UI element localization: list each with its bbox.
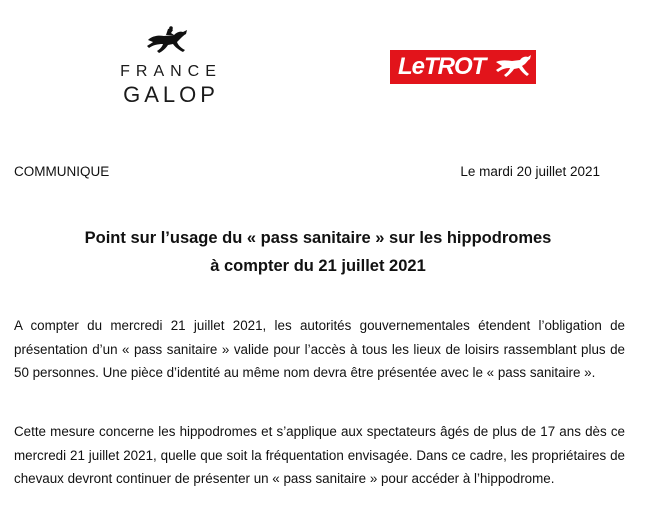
communique-label: COMMUNIQUE — [14, 164, 110, 179]
horse-rider-icon — [144, 26, 190, 56]
title-line-2: à compter du 21 juillet 2021 — [210, 257, 426, 275]
body-paragraph-2: Cette mesure concerne les hippodromes et s’applique aux spectateurs âgés de plus de 17 ans dès ce mercredi 21 juillet 2021, quelle que soit la fréquentation envisagée. Dans ce cadre, les propriétaires de chevaux devront continuer de présenter un « pass sanitaire » pour accéder à l’hippodrome. — [14, 424, 625, 486]
title-line-1: Point sur l’usage du « pass sanitaire » sur les hippodromes — [84, 229, 552, 247]
france-galop-logo — [86, 22, 256, 112]
france-galop-line1: FRANCE — [120, 63, 222, 80]
document-title — [0, 224, 636, 280]
body-paragraph-1: A compter du mercredi 21 juillet 2021, les autorités gouvernementales étendent l’obligation de présentation d’un « pass sanitaire » valide pour l’accès à tous les lieux de loisirs rassemblant plus de 50 personnes. Une pièce d’identité au même nom devra être présentée avec le « pass sanitaire ». — [14, 318, 625, 380]
le-trot-logo — [390, 50, 536, 84]
france-galop-line2: GALOP — [123, 82, 219, 107]
le-trot-wordmark: LeTROT — [398, 53, 486, 80]
communique-date: Le mardi 20 juillet 2021 — [460, 164, 600, 179]
trotter-horse-icon — [494, 54, 532, 80]
